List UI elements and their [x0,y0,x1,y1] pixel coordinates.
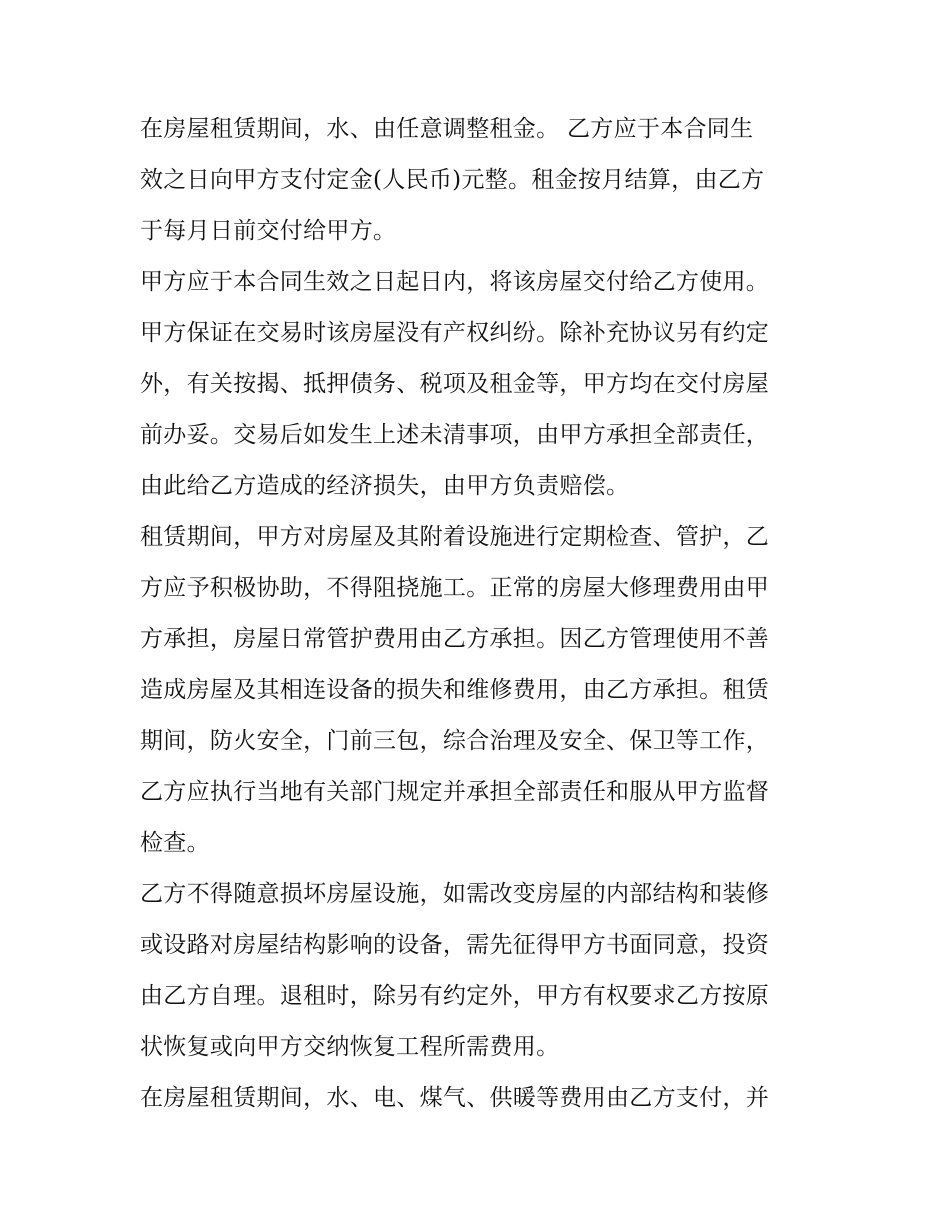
text-line: 前办妥。交易后如发生上述未清事项，由甲方承担全部责任， [140,422,770,448]
text-line: 乙方应执行当地有关部门规定并承担全部责任和服从甲方监督 [140,779,770,805]
text-line: 造成房屋及其相连设备的损失和维修费用，由乙方承担。租赁 [140,677,770,703]
text-line: 甲方保证在交易时该房屋没有产权纠纷。除补充协议另有约定 [140,320,770,346]
text-line: 由乙方自理。退租时，除另有约定外，甲方有权要求乙方按原 [140,983,770,1009]
text-line: 于每月日前交付给甲方。 [140,218,397,244]
text-line: 方应予积极协助，不得阻挠施工。正常的房屋大修理费用由甲 [140,575,770,601]
text-line: 期间，防火安全，门前三包，综合治理及安全、保卫等工作， [140,728,770,754]
text-line: 由此给乙方造成的经济损失，由甲方负责赔偿。 [140,473,630,499]
document-body [140,104,820,1124]
text-line: 检查。 [140,830,210,856]
text-line: 或设路对房屋结构影响的设备，需先征得甲方书面同意，投资 [140,932,770,958]
text-line: 方承担，房屋日常管护费用由乙方承担。因乙方管理使用不善 [140,626,770,652]
text-line: 效之日向甲方支付定金(人民币)元整。租金按月结算，由乙方 [140,167,765,193]
text-line: 甲方应于本合同生效之日起日内，将该房屋交付给乙方使用。 [140,269,770,295]
text-line: 租赁期间，甲方对房屋及其附着设施进行定期检查、管护，乙 [140,524,770,550]
text-line: 外，有关按揭、抵押债务、税项及租金等，甲方均在交付房屋 [140,371,770,397]
text-line: 乙方不得随意损坏房屋设施，如需改变房屋的内部结构和装修 [140,881,770,907]
text-line: 在房屋租赁期间，水、由任意调整租金。 乙方应于本合同生 [140,116,754,142]
text-line: 在房屋租赁期间，水、电、煤气、供暖等费用由乙方支付，并 [140,1085,770,1111]
text-line: 状恢复或向甲方交纳恢复工程所需费用。 [140,1034,560,1060]
